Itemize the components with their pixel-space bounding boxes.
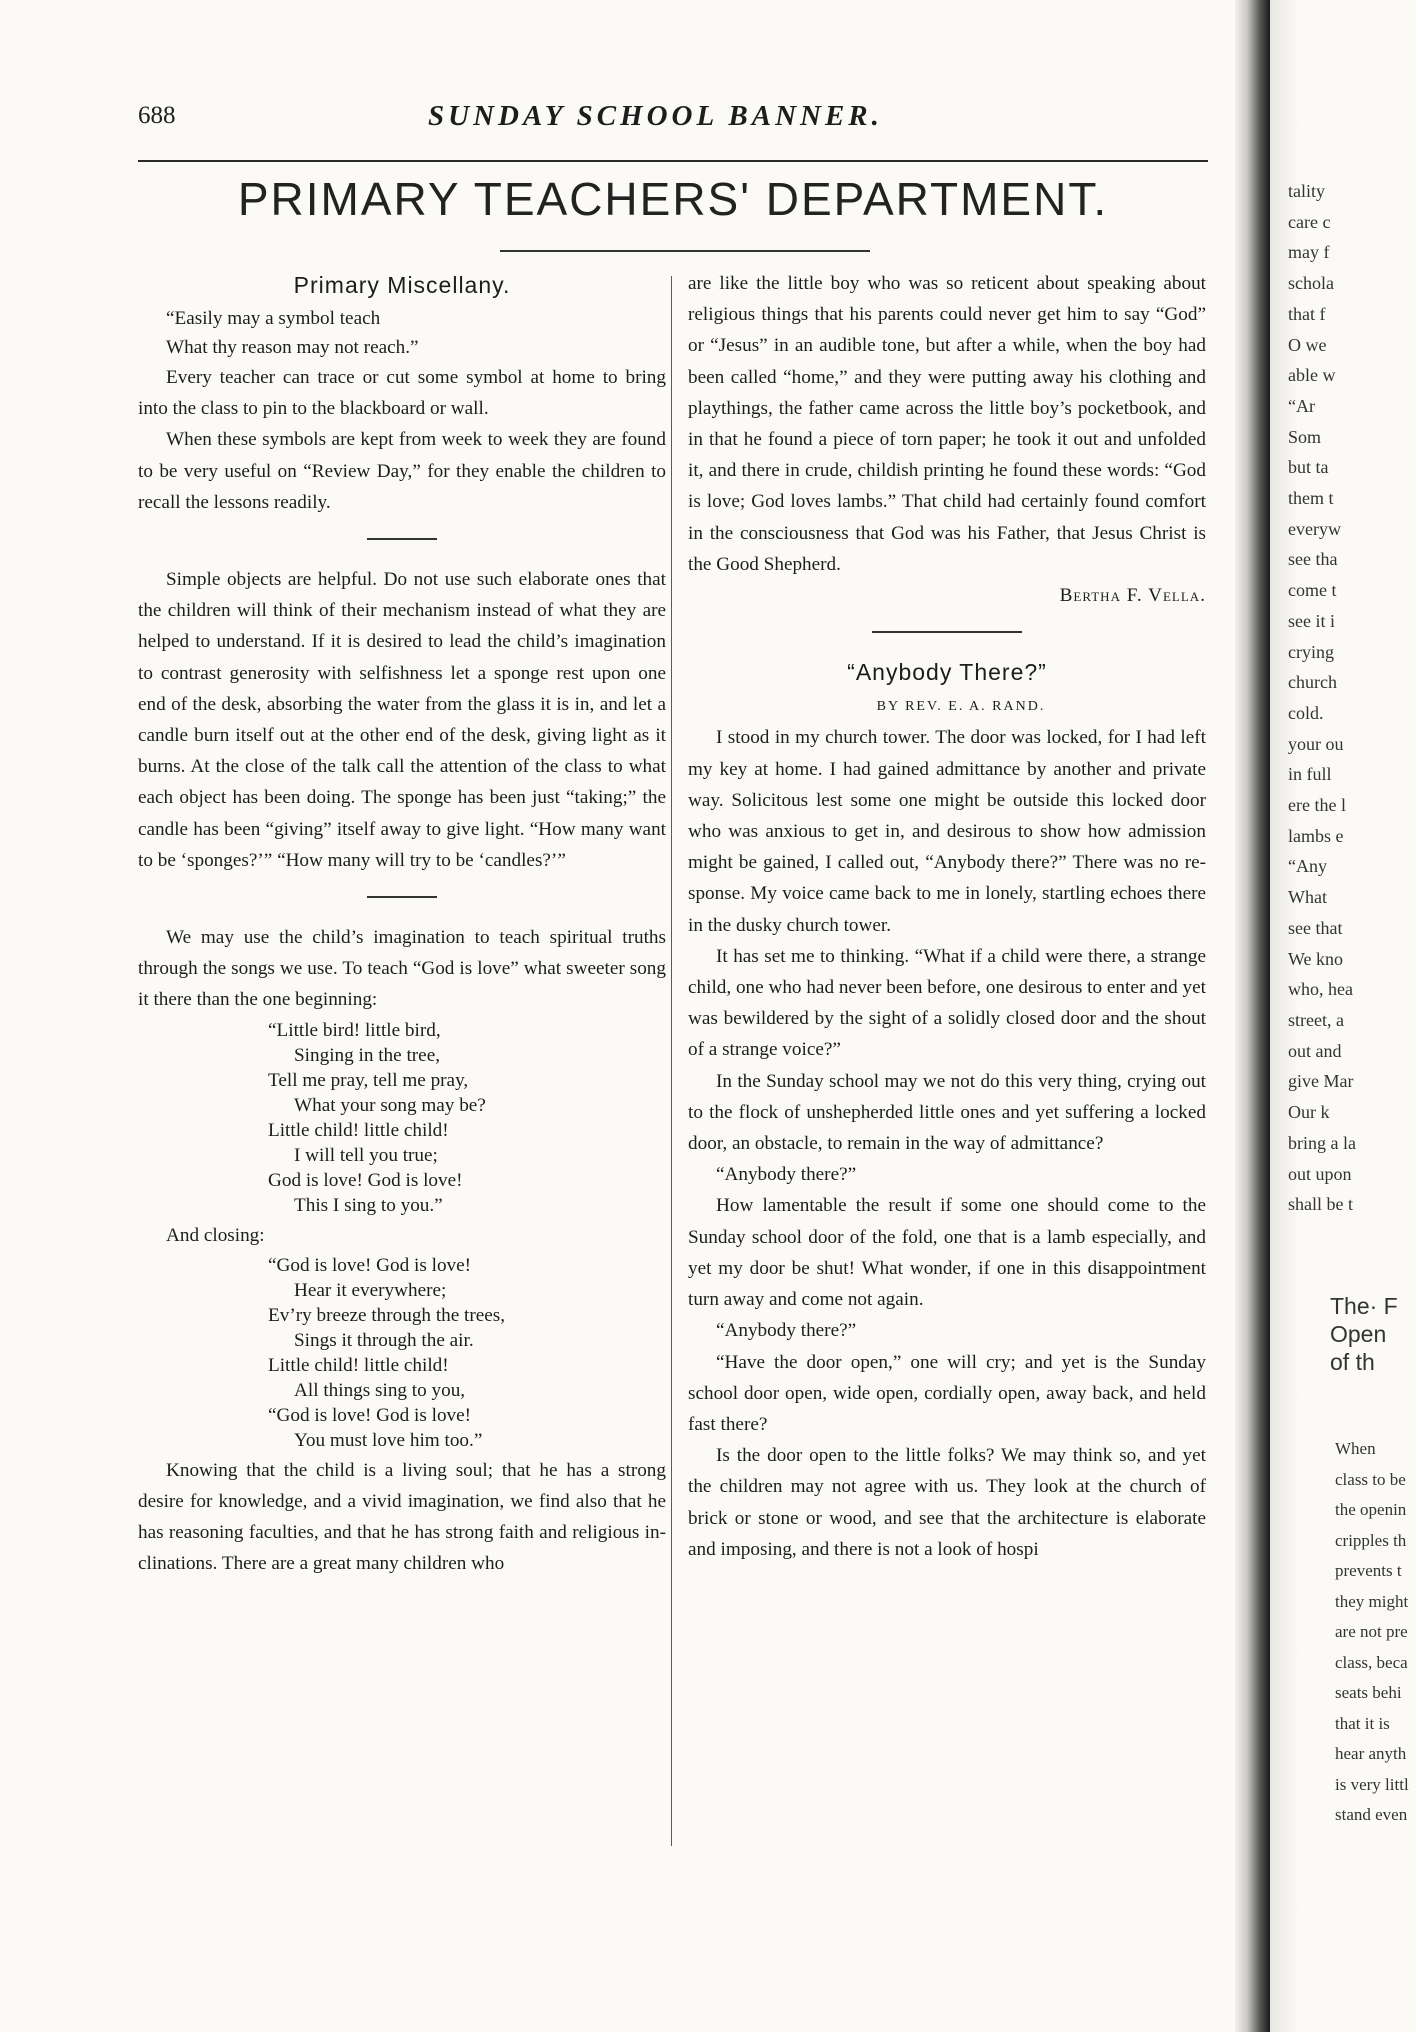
verse-line: This I sing to you.”: [294, 1194, 443, 1216]
verse-line: What your song may be?: [294, 1094, 486, 1116]
right-column: [688, 268, 1206, 1565]
header-rule: [138, 160, 1208, 162]
text-fragment: your ou: [1288, 733, 1344, 754]
text-fragment: they might: [1335, 1591, 1409, 1611]
ornament-rule: [872, 631, 1022, 633]
verse-line: You must love him too.”: [294, 1429, 483, 1451]
text-fragment: hear anyth: [1335, 1744, 1407, 1763]
text-fragment: able w: [1288, 365, 1336, 386]
paragraph: “Have the door open,” one will cry; and yet is the Sunday school door open, wide open, cordially open, away back, and held fast there?: [688, 1351, 1206, 1435]
text-fragment: What: [1288, 887, 1327, 908]
article-title-primary-miscellany: Primary Miscellany.: [293, 272, 511, 298]
verse-line: Little child! little child!: [268, 1119, 449, 1141]
epigraph: [138, 304, 666, 362]
verse-line: Hear it everywhere;: [294, 1279, 447, 1301]
text-fragment: out and: [1288, 1040, 1342, 1061]
text-fragment: shall be t: [1288, 1194, 1353, 1215]
verse-line: I will tell you true;: [294, 1144, 438, 1166]
verse-line: Little child! little child!: [268, 1354, 449, 1376]
text-fragment: but ta: [1288, 457, 1329, 478]
author-signature: Bertha F. Vella.: [1059, 585, 1206, 607]
paragraph: “Anybody there?”: [716, 1164, 857, 1186]
text-fragment: bring a la: [1288, 1132, 1356, 1153]
verse-line: All things sing to you,: [294, 1379, 466, 1401]
text-fragment: of th: [1330, 1349, 1375, 1375]
text-fragment: is very littl: [1335, 1774, 1409, 1794]
book-gutter: [1235, 0, 1270, 2032]
text-fragment: the openin: [1335, 1500, 1407, 1519]
text-fragment: We kno: [1288, 948, 1344, 969]
verse-line: Sings it through the air.: [294, 1329, 474, 1351]
text-fragment: who, hea: [1288, 979, 1353, 1000]
text-fragment: see tha: [1288, 549, 1338, 570]
text-fragment: cold.: [1288, 702, 1324, 723]
verse-god-is-love: [268, 1253, 666, 1453]
paragraph: In the Sunday school may we not do this very thing, crying out to the flock of unshepherded little ones and yet suffering a locked door, an obstacle, to remain in the way of admittance?: [688, 1070, 1206, 1155]
text-fragment: When: [1335, 1439, 1376, 1458]
text-fragment: lambs e: [1288, 825, 1344, 846]
text-fragment: Our k: [1288, 1102, 1330, 1123]
running-header: [138, 98, 1208, 138]
paragraph: When these symbols are kept from week to week they are found to be very useful on “Review Day,” for they enable the children to recall the lessons readily.: [138, 429, 666, 513]
facing-page-edge: [1270, 0, 1416, 2032]
article-title-anybody-there: “Anybody There?”: [847, 659, 1047, 686]
running-title: SUNDAY SCHOOL BANNER.: [428, 100, 883, 132]
section-rule: [367, 896, 437, 898]
text-fragment: Open: [1330, 1321, 1387, 1347]
text-fragment: them t: [1288, 488, 1334, 509]
text-fragment: class to be: [1335, 1469, 1406, 1489]
text-fragment: schola: [1288, 273, 1334, 294]
verse-line: “Little bird! little bird,: [268, 1019, 441, 1041]
paragraph: We may use the child’s imagination to teach spiritual truths through the songs we use. To teach “God is love” what sweeter song it there than the one beginning:: [138, 927, 666, 1011]
verse-line: God is love! God is love!: [268, 1169, 463, 1191]
text-fragment: give Mar: [1288, 1071, 1354, 1092]
text-fragment: stand even: [1335, 1805, 1408, 1824]
paragraph: are like the little boy who was so reticent about speaking about religious things that his parents could never get him to say “God” or “Jesus” in an audible tone, but after a while, when the boy had been called “home,” and they were putting away his clothing and playthings, the father came across the little boy’s pocketbook, and in that he found a piece of torn paper; he took it out and unfolded it, and there in crude, childish printing he found these words: “God is love; God loves lambs.” That child had certainly found comfort in the consciousness that God was his Father, that Jesus Christ is the Good Shepherd.: [688, 273, 1206, 575]
text-fragment: church: [1288, 672, 1337, 693]
paragraph: Simple objects are helpful. Do not use such elaborate ones that the children will think of their mechanism instead of what they are helped to understand. If it is desired to lead the child’s imagination to contrast generosity with selfishness let a sponge rest upon one end of the desk, absorbing the water from the glass it is in, and let a candle burn itself out at the other end of the desk, giving light as it burns. At the close of the talk call the attention of the class to what each object has been doing. The sponge has been just “taking;” the candle has been “giving” itself away to give light. “How many want to be ‘sponges?’” “How many will try to be ‘candles?’”: [138, 569, 666, 871]
text-fragment: ere the l: [1288, 795, 1346, 816]
paragraph: It has set me to thinking. “What if a child were there, a strange child, one who had never been before, one desirous to enter and yet was bewildered by the sight of a solidly closed door and the shout of a strange voice?”: [688, 945, 1206, 1061]
text-fragment: street, a: [1288, 1009, 1344, 1030]
facing-page-text-lower: [1335, 1434, 1409, 1831]
verse-line: Tell me pray, tell me pray,: [268, 1069, 469, 1091]
paragraph: “Anybody there?”: [716, 1320, 857, 1342]
facing-page-text: [1288, 176, 1356, 1220]
text-fragment: see it i: [1288, 610, 1335, 631]
text-fragment: cripples th: [1335, 1530, 1407, 1550]
text-fragment: “Any: [1288, 856, 1327, 877]
text-fragment: tality: [1288, 181, 1325, 201]
text-fragment: in full: [1288, 764, 1332, 785]
left-column: [138, 268, 666, 1580]
text-fragment: O we: [1288, 334, 1327, 355]
epigraph-line: What thy reason may not reach.”: [166, 337, 419, 358]
section-rule: [367, 538, 437, 540]
paragraph: I stood in my church tower. The door was locked, for I had left my key at home. I had gained admittance by another and private way. Solicitous lest some one might be outside this locked door who was anxious to get in, and desirous to show how admission might be gained, I called out, “Anybody there?” There was no response. My voice came back to me in lonely, startling echoes there in the dusky church tower.: [688, 727, 1206, 936]
and-closing: And closing:: [166, 1224, 265, 1246]
paragraph: How lamentable the result if some one should come to the Sunday school door of the fold, one that is a lamb especially, and yet my door be shut! What wonder, if one in this disappointment turn away and come not again.: [688, 1195, 1206, 1311]
text-fragment: may f: [1288, 242, 1330, 263]
title-rule: [500, 250, 870, 252]
text-fragment: class, beca: [1335, 1652, 1408, 1672]
department-title: PRIMARY TEACHERS' DEPARTMENT.: [237, 173, 1109, 225]
verse-line: Singing in the tree,: [294, 1044, 441, 1066]
page-number: 688: [138, 102, 176, 129]
text-fragment: that it is: [1335, 1713, 1390, 1733]
text-fragment: come t: [1288, 580, 1337, 601]
text-fragment: see that: [1288, 917, 1343, 938]
verse-line: “God is love! God is love!: [268, 1404, 472, 1426]
text-fragment: crying: [1288, 641, 1334, 662]
text-fragment: are not pre: [1335, 1622, 1408, 1641]
paragraph: Every teacher can trace or cut some symbol at home to bring into the class to pin to the blackboard or wall.: [138, 367, 666, 420]
paragraph: Knowing that the child is a living soul; that he has a strong desire for knowledge, and a vivid imagination, we find also that he has reasoning faculties, and that he has strong faith and religious inclinations. There are a great many children who: [138, 1459, 666, 1575]
column-divider: [671, 276, 672, 1846]
text-fragment: The· F: [1330, 1293, 1398, 1319]
verse-line: Ev’ry breeze through the trees,: [268, 1304, 506, 1326]
text-fragment: care c: [1288, 211, 1331, 232]
text-fragment: “Ar: [1288, 395, 1315, 416]
text-fragment: that f: [1288, 303, 1326, 324]
text-fragment: prevents t: [1335, 1561, 1402, 1580]
text-fragment: seats behi: [1335, 1683, 1402, 1702]
epigraph-line: “Easily may a symbol teach: [166, 308, 381, 329]
text-fragment: everyw: [1288, 518, 1341, 539]
text-fragment: out upon: [1288, 1163, 1352, 1184]
verse-little-bird: [268, 1018, 666, 1218]
text-fragment: Som: [1288, 426, 1322, 447]
facing-page-heading: [1330, 1292, 1398, 1376]
verse-line: “God is love! God is love!: [268, 1254, 472, 1276]
byline: BY REV. E. A. RAND.: [876, 699, 1046, 715]
paragraph: Is the door open to the little folks? We may think so, and yet the children may not agree with us. They look at the church of brick or stone or wood, and see that the architecture is elaborate and imposing, and there is not a look of hospi: [688, 1445, 1206, 1560]
